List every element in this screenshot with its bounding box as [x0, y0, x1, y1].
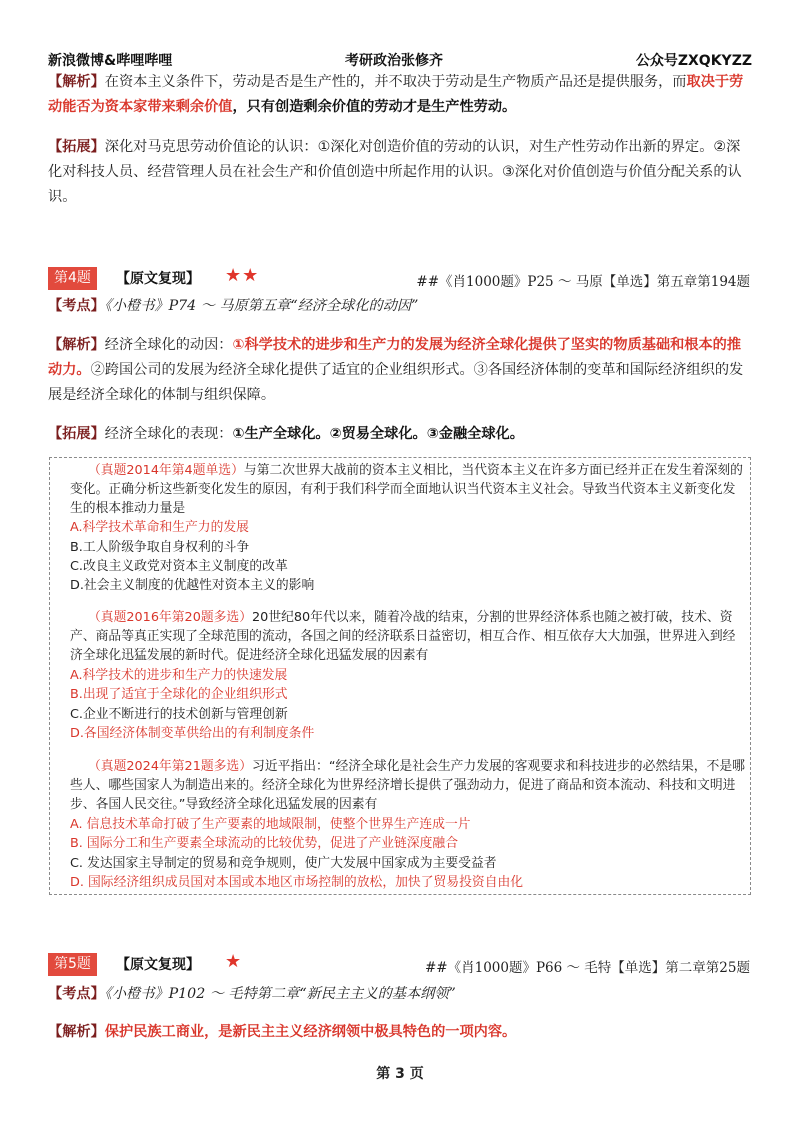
expand-label: 【拓展】: [48, 426, 105, 442]
point-label: 【考点】: [48, 986, 105, 1002]
question-5-source: ##《肖1000题》P66 ～ 毛特【单选】第二章第25题: [424, 960, 750, 976]
question-4-point: [48, 294, 754, 319]
header-center: 考研政治张修齐: [345, 53, 443, 69]
analysis-tail: ，只有创造剩余价值的劳动才是生产性劳动。: [232, 99, 517, 115]
header-left: 新浪微博&哔哩哔哩: [48, 53, 173, 69]
analysis-text: ②跨国公司的发展为经济全球化提供了适宜的企业组织形式。③各国经济体制的变革和国际经济组织的发展是经济全球化的体制与组织保障。: [48, 362, 744, 403]
exam-question-3-tag: （真题2024年第21题多选）: [88, 759, 253, 774]
exam-question-1-tag: （真题2014年第4题单选）: [88, 463, 244, 478]
exam-question-2-tag: （真题2016年第20题多选）: [88, 610, 253, 625]
exam-question-2-option-d: D.各国经济体制变革供给出的有利制度条件: [70, 726, 315, 741]
exam-question-1: [70, 461, 746, 518]
header-right: 公众号ZXQKYZZ: [635, 53, 752, 69]
question-4-recite: 【原文复现】: [116, 271, 200, 287]
analysis-label: 【解析】: [48, 337, 105, 353]
expand-intro: 经济全球化的表现：: [104, 426, 233, 442]
exam-question-3-option-b: B. 国际分工和生产要素全球流动的比较优势，促进了产业链深度融合: [70, 836, 459, 851]
exam-question-2: [70, 608, 746, 665]
exam-question-3-option-d: D. 国际经济组织成员国对本国或本地区市场控制的放松，加快了贸易投资自由化: [70, 875, 524, 890]
expand-bold: ①生产全球化。②贸易全球化。③金融全球化。: [232, 426, 524, 442]
question-4-source: ##《肖1000题》P25 ～ 马原【单选】第五章第194题: [416, 274, 750, 290]
question-5-stars: ★: [225, 951, 243, 972]
analysis-label: 【解析】: [48, 74, 105, 90]
analysis-block-1: [48, 70, 754, 120]
question-5-point: [48, 982, 754, 1007]
exam-question-1-option-d: D.社会主义制度的优越性对资本主义的影响: [70, 578, 315, 593]
expand-label: 【拓展】: [48, 139, 105, 155]
point-text: 《小橙书》P74 ～ 马原第五章“经济全球化的动因”: [104, 298, 419, 314]
exam-question-3-text: 习近平指出：“经济全球化是社会生产力发展的客观要求和科技进步的必然结果，不是哪些人、哪些国家人为制造出来的。经济全球化为世界经济增长提供了强劲动力，促进了商品和资本流动、科技和文明进步、各国人民交往。”导致经济全球化迅猛发展的因素有: [70, 759, 745, 812]
exam-question-1-option-c: C.改良主义政党对资本主义制度的改革: [70, 559, 288, 574]
point-label: 【考点】: [48, 298, 105, 314]
exam-question-1-text: 与第二次世界大战前的资本主义相比，当代资本主义在许多方面已经并正在发生着深刻的变化。正确分析这些新变化发生的原因，有利于我们科学而全面地认识当代资本主义社会。导致当代资本主义新变化发生的根本推动力量是: [70, 463, 743, 516]
exam-question-1-option-b: B.工人阶级争取自身权利的斗争: [70, 540, 250, 555]
expand-intro: 深化对马克思劳动价值论的认识：: [104, 139, 318, 155]
analysis-text: 在资本主义条件下，劳动是否是生产性的，并不取决于劳动是生产物质产品还是提供服务，而: [104, 74, 687, 90]
analysis-highlight: 取决于劳动能否为资本家带来剩余价值: [48, 74, 744, 115]
question-5-analysis: [48, 1020, 754, 1045]
exam-question-3: [70, 757, 746, 814]
analysis-label: 【解析】: [48, 1024, 105, 1040]
question-5-recite: 【原文复现】: [116, 957, 200, 973]
question-4-analysis: [48, 333, 754, 408]
question-4-tag: 第4题: [48, 267, 97, 290]
point-text: 《小橙书》P102 ～ 毛特第二章“新民主主义的基本纲领”: [104, 986, 456, 1002]
question-4-stars: ★★: [225, 265, 260, 286]
exam-question-2-text: 20世纪80年代以来，随着冷战的结束，分割的世界经济体系也随之被打破，技术、资产、商品等真正实现了全球范围的流动，各国之间的经济联系日益密切，相互合作、相互依存大大加强，世界进入到经济全球化迅猛发展的新时代。促进经济全球化迅猛发展的因素有: [70, 610, 736, 663]
exam-question-2-option-c: C.企业不断进行的技术创新与管理创新: [70, 707, 288, 722]
exam-question-2-option-b: B.出现了适宜于全球化的企业组织形式: [70, 687, 288, 702]
exam-question-2-option-a: A.科学技术的进步和生产力的快速发展: [70, 668, 288, 683]
analysis-highlight: ①科学技术的进步和生产力的发展为经济全球化提供了坚实的物质基础和根本的推动力。: [48, 337, 742, 378]
exam-question-3-option-a: A. 信息技术革命打破了生产要素的地域限制，使整个世界生产连成一片: [70, 817, 471, 832]
expand-text: ①深化对创造价值的劳动的认识，对生产性劳动作出新的界定。②深化对科技人员、经营管理人员在社会生产和价值创造中所起作用的认识。③深化对价值创造与价值分配关系的认识。: [48, 139, 742, 205]
question-5-tag: 第5题: [48, 953, 97, 976]
exam-question-1-option-a: A.科学技术革命和生产力的发展: [70, 520, 249, 535]
page-number: 第 3 页: [376, 1066, 424, 1082]
exam-question-3-option-c: C. 发达国家主导制定的贸易和竞争规则，使广大发展中国家成为主要受益者: [70, 856, 497, 871]
question-4-expand: [48, 422, 754, 447]
analysis-intro: 经济全球化的动因：: [104, 337, 233, 353]
analysis-highlight: 保护民族工商业，是新民主主义经济纲领中极具特色的一项内容。: [104, 1024, 517, 1040]
expand-block-1: [48, 135, 754, 210]
